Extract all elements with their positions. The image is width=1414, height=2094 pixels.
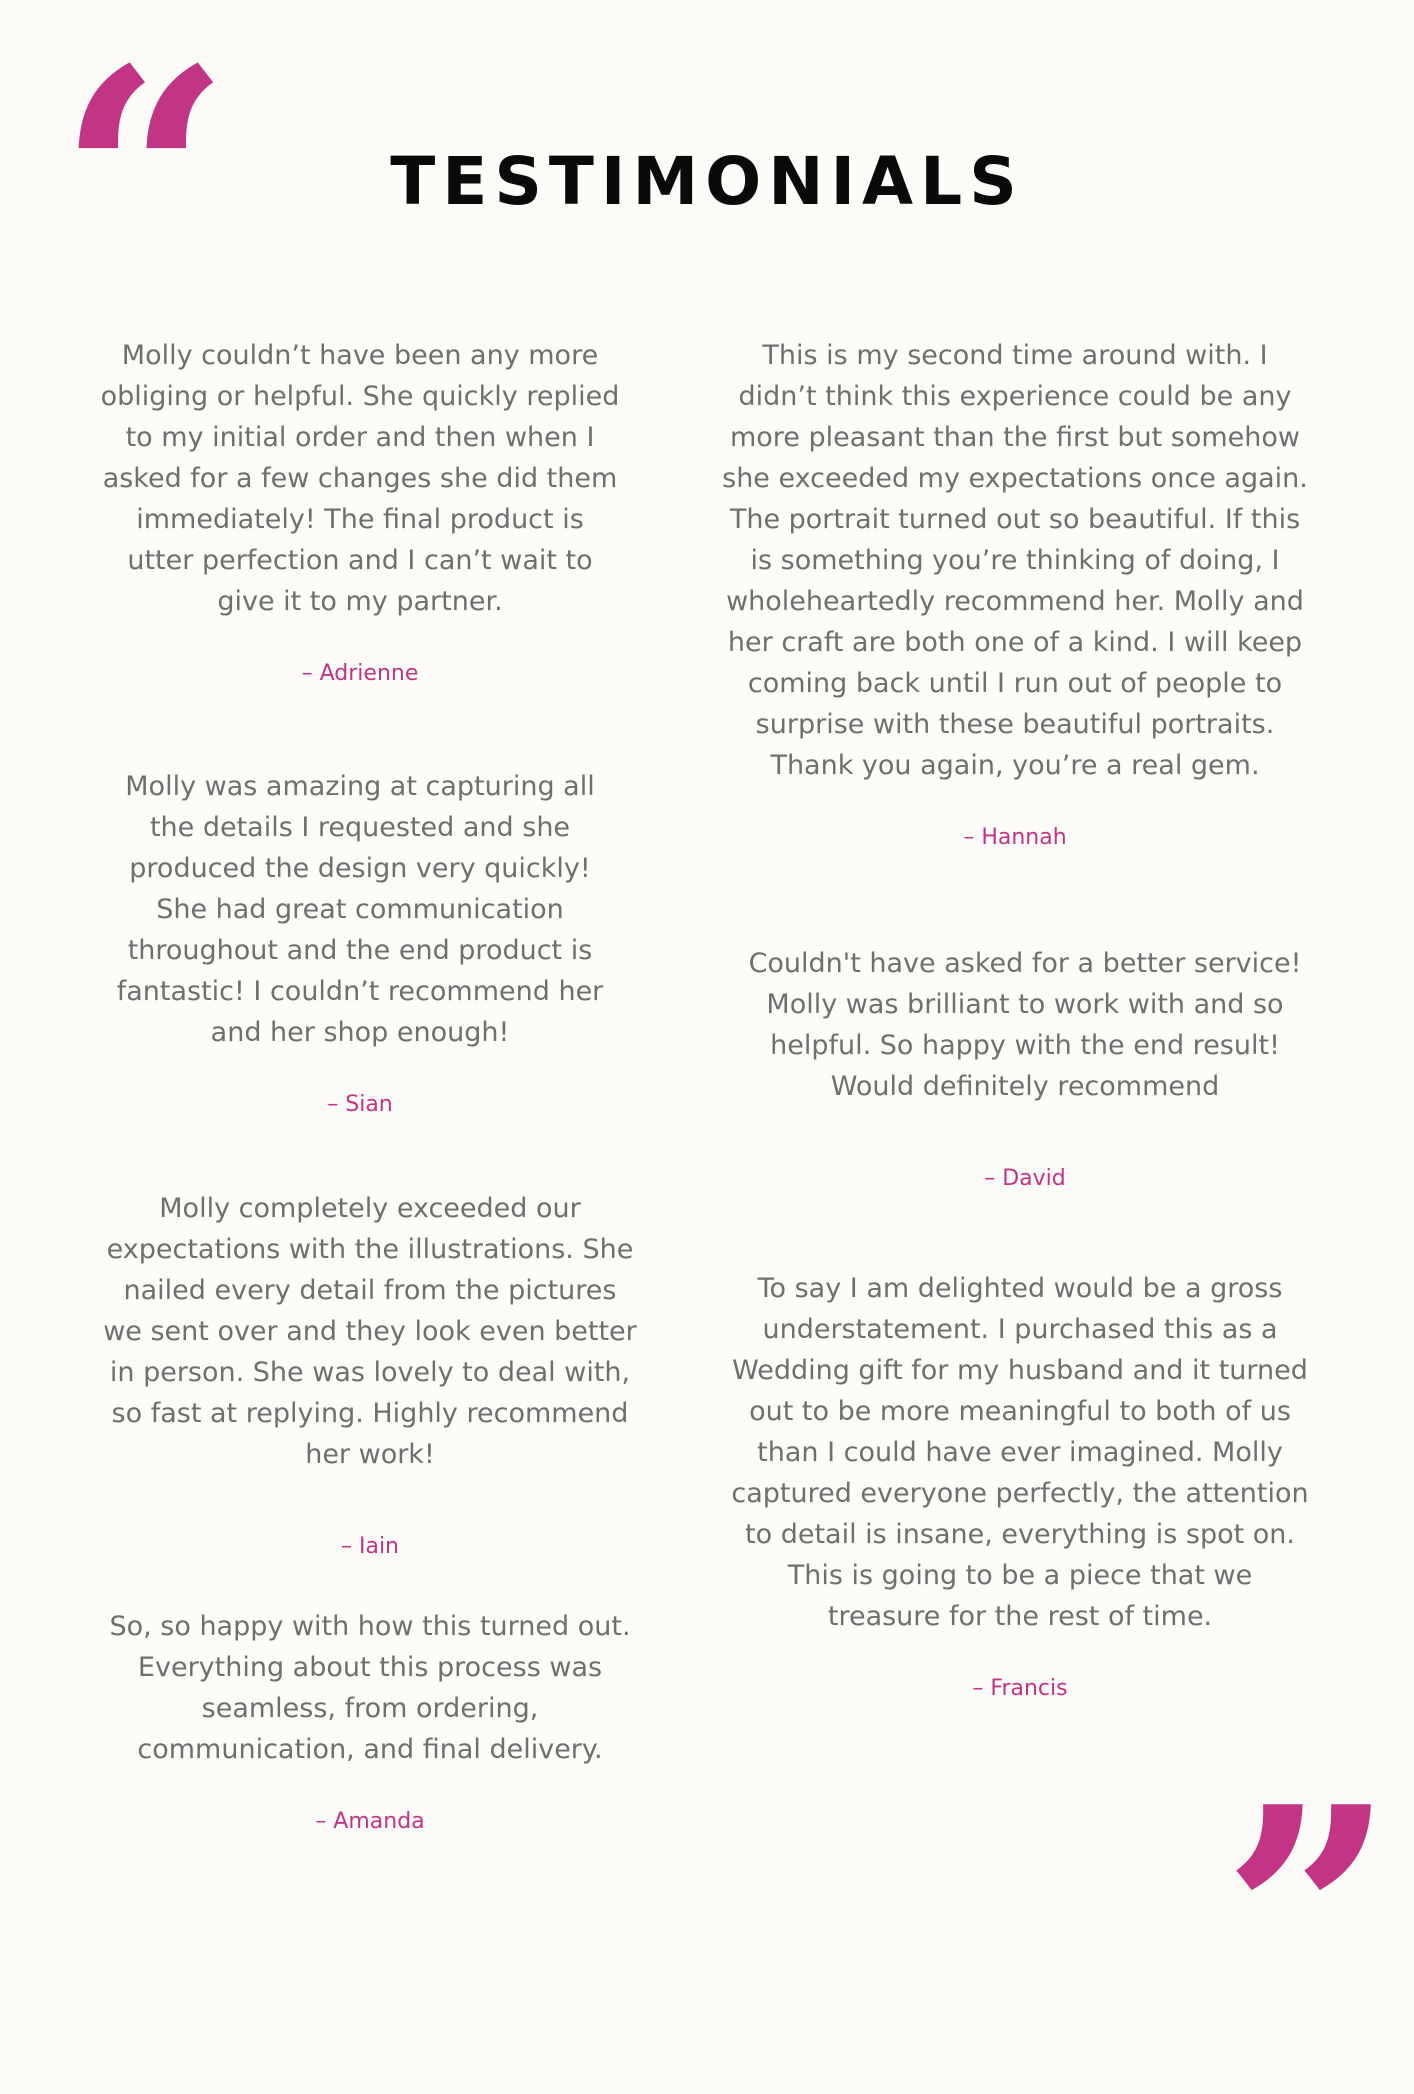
testimonial-author: – Francis [972, 1676, 1068, 1701]
page-title: TESTIMONIALS [390, 143, 1024, 220]
testimonial-iain [100, 1188, 640, 1561]
testimonial-author: – Adrienne [301, 661, 419, 686]
testimonial-amanda [100, 1606, 640, 1836]
testimonial-francis [730, 1268, 1310, 1703]
testimonial-adrienne [100, 335, 620, 688]
testimonial-author: – Iain [340, 1534, 400, 1559]
testimonial-text: Couldn't have asked for a better service! Molly was brilliant to work with and so helpful. So happy with the end result! Would definitely recommend [748, 948, 1302, 1102]
testimonial-author: – Sian [327, 1092, 393, 1117]
testimonial-author: – David [984, 1166, 1066, 1191]
testimonial-author: – Hannah [963, 825, 1067, 850]
open-quote-icon: “ [58, 3, 231, 356]
testimonial-text: To say I am delighted would be a gross understatement. I purchased this as a Wedding gift for my husband and it turned out to be more meaningful to both of us than I could have ever imagined. Molly captured everyone perfectly, the attention to detail is insane, everything is spot on. This is going to be a piece that we treasure for the rest of time. [731, 1273, 1309, 1632]
testimonial-text: So, so happy with how this turned out. Everything about this process was seamless, from ordering, communication, and final delivery. [109, 1611, 631, 1765]
testimonial-text: Molly was amazing at capturing all the details I requested and she produced the design very quickly! She had great communication throughout and the end product is fantastic! I couldn’t recommend her and her shop enough! [116, 771, 604, 1048]
testimonial-sian [100, 766, 620, 1119]
testimonial-text: Molly completely exceeded our expectations with the illustrations. She nailed every detail from the pictures we sent over and they look even better in person. She was lovely to deal with, so fast at replying. Highly recommend her work! [103, 1193, 637, 1470]
testimonial-author: – Amanda [315, 1809, 425, 1834]
testimonial-hannah [720, 335, 1310, 852]
testimonial-text: Molly couldn’t have been any more obliging or helpful. She quickly replied to my initial order and then when I asked for a few changes she did them immediately! The final product is utter perfection and I can’t wait to give it to my partner. [100, 340, 620, 617]
testimonial-text: This is my second time around with. I didn’t think this experience could be any more pleasant than the first but somehow she exceeded my expectations once again. The portrait turned out so beautiful. If this is something you’re thinking of doing, I wholeheartedly recommend her. Molly and her craft are both one of a kind. I will keep coming back until I run out of people to surprise with these beautiful portraits. Thank you again, you’re a real gem. [722, 340, 1308, 781]
testimonial-david [730, 943, 1320, 1193]
close-quote-icon: ” [1222, 1741, 1395, 2094]
